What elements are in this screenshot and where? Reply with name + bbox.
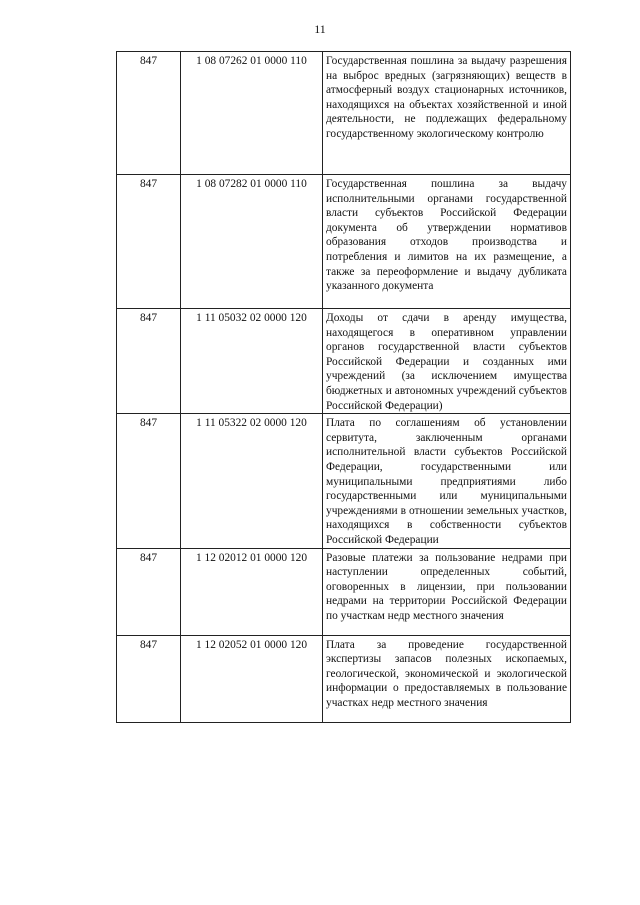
admin-code-cell: 847 — [117, 175, 181, 309]
admin-code-cell: 847 — [117, 414, 181, 548]
revenue-codes-table — [116, 51, 571, 723]
revenue-name-cell: Плата за проведение государственной экспертизы запасов полезных ископаемых, геологической, экономической и экологической информации о предоставляемых в пользование участках недр местного значения — [323, 635, 571, 722]
admin-code-cell: 847 — [117, 548, 181, 635]
revenue-name-cell: Государственная пошлина за выдачу разрешения на выброс вредных (загрязняющих) веществ в атмосферный воздух стационарных источников, находящихся на объектах хозяйственной и иной деятельности, не подлежащих федеральному государственному экологическому контролю — [323, 52, 571, 175]
budget-code-cell: 1 11 05322 02 0000 120 — [181, 414, 323, 548]
admin-code-cell: 847 — [117, 309, 181, 414]
budget-code-cell: 1 08 07262 01 0000 110 — [181, 52, 323, 175]
table-row — [117, 414, 571, 548]
table-row — [117, 309, 571, 414]
table-row — [117, 175, 571, 309]
revenue-name-cell: Доходы от сдачи в аренду имущества, находящегося в оперативном управлении органов государственной власти субъектов Российской Федерации и созданных ими учреждений (за исключением имущества бюджетных и автономных учреждений субъектов Российской Федерации) — [323, 309, 571, 414]
table-row — [117, 548, 571, 635]
admin-code-cell: 847 — [117, 635, 181, 722]
page-number: 11 — [314, 22, 326, 36]
admin-code-cell: 847 — [117, 52, 181, 175]
revenue-name-cell: Плата по соглашениям об установлении сервитута, заключенным органами исполнительной власти субъектов Российской Федерации, государственными или муниципальными предприятиями либо государственными или муниципальными учреждениями в отношении земельных участков, находящихся в собственности субъектов Российской Федерации — [323, 414, 571, 548]
revenue-name-cell: Разовые платежи за пользование недрами при наступлении определенных событий, оговоренных в лицензии, при пользовании недрами на территории Российской Федерации по участкам недр местного значения — [323, 548, 571, 635]
budget-code-cell: 1 08 07282 01 0000 110 — [181, 175, 323, 309]
revenue-name-cell: Государственная пошлина за выдачу исполнительными органами государственной власти субъектов Российской Федерации документа об утверждении нормативов образования отходов производства и потребления и лимитов на их размещение, а также за переоформление и выдачу дубликата указанного документа — [323, 175, 571, 309]
budget-code-cell: 1 12 02052 01 0000 120 — [181, 635, 323, 722]
table-row — [117, 52, 571, 175]
budget-code-cell: 1 11 05032 02 0000 120 — [181, 309, 323, 414]
table-row — [117, 635, 571, 722]
budget-code-cell: 1 12 02012 01 0000 120 — [181, 548, 323, 635]
